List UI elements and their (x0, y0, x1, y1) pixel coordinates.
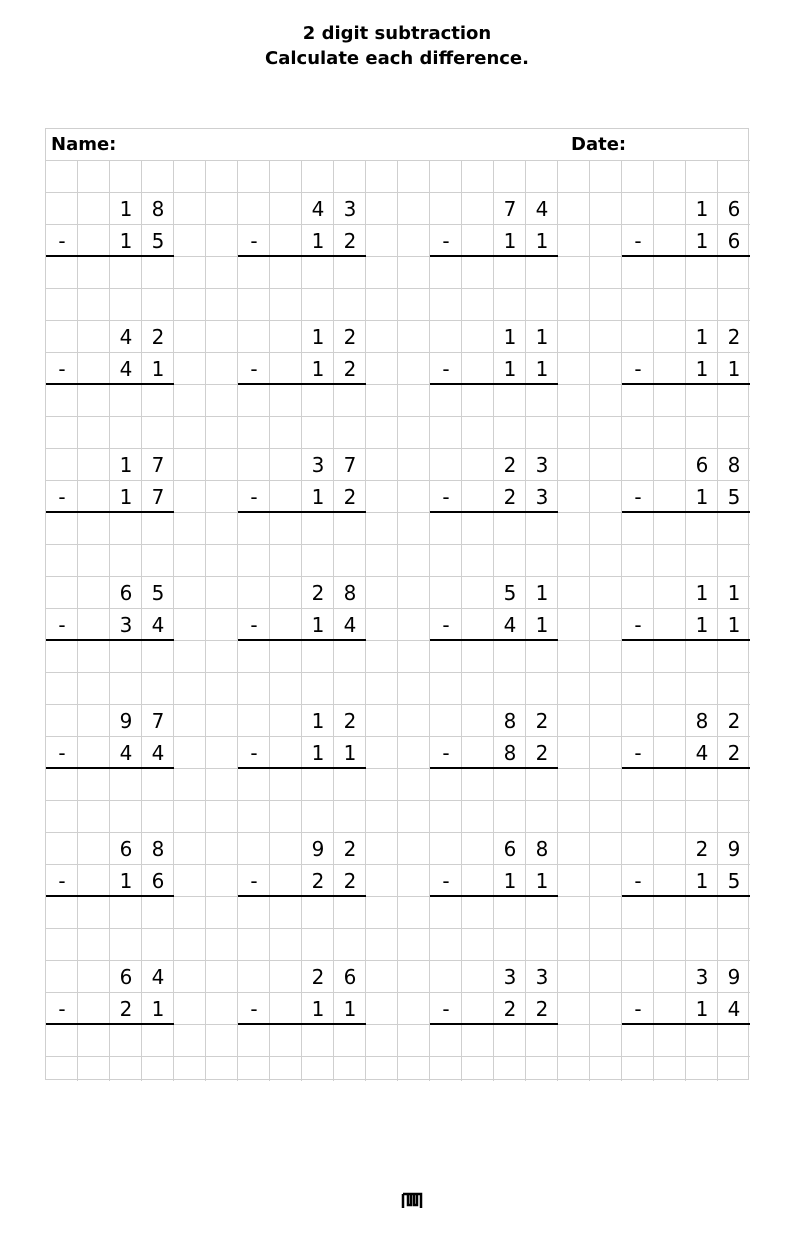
subtrahend-ones-digit: 1 (535, 613, 549, 637)
grid-row-line (46, 544, 750, 545)
answer-line (430, 895, 558, 897)
minuend-ones-digit: 4 (535, 197, 549, 221)
subtrahend-tens-digit: 1 (695, 869, 709, 893)
minuend-tens-digit: 3 (503, 965, 517, 989)
minus-sign: - (58, 485, 66, 509)
answer-line (46, 895, 174, 897)
subtrahend-ones-digit: 1 (151, 997, 165, 1021)
subtrahend-ones-digit: 1 (535, 869, 549, 893)
subtrahend-ones-digit: 2 (727, 741, 741, 765)
answer-line (430, 1023, 558, 1025)
minuend-ones-digit: 1 (535, 325, 549, 349)
minuend-ones-digit: 7 (343, 453, 357, 477)
minuend-tens-digit: 1 (503, 325, 517, 349)
subtrahend-tens-digit: 1 (311, 229, 325, 253)
minuend-ones-digit: 9 (727, 965, 741, 989)
answer-line (238, 895, 366, 897)
answer-line (46, 767, 174, 769)
minuend-tens-digit: 3 (311, 453, 325, 477)
minus-sign: - (250, 869, 258, 893)
grid-column-line (397, 161, 398, 1081)
answer-line (238, 639, 366, 641)
answer-line (430, 511, 558, 513)
subtrahend-tens-digit: 1 (119, 869, 133, 893)
subtrahend-ones-digit: 6 (151, 869, 165, 893)
minus-sign: - (58, 869, 66, 893)
subtrahend-ones-digit: 5 (727, 485, 741, 509)
answer-line (430, 639, 558, 641)
minuend-tens-digit: 8 (695, 709, 709, 733)
minuend-ones-digit: 7 (151, 709, 165, 733)
minuend-ones-digit: 3 (535, 965, 549, 989)
subtrahend-tens-digit: 1 (311, 741, 325, 765)
minuend-tens-digit: 4 (311, 197, 325, 221)
minuend-tens-digit: 1 (695, 197, 709, 221)
answer-line (622, 511, 750, 513)
subtrahend-ones-digit: 2 (343, 229, 357, 253)
minuend-tens-digit: 6 (503, 837, 517, 861)
minuend-ones-digit: 4 (151, 965, 165, 989)
subtrahend-ones-digit: 2 (535, 997, 549, 1021)
minus-sign: - (58, 357, 66, 381)
minuend-tens-digit: 5 (503, 581, 517, 605)
subtrahend-tens-digit: 1 (311, 997, 325, 1021)
subtrahend-ones-digit: 4 (727, 997, 741, 1021)
minus-sign: - (634, 613, 642, 637)
subtrahend-tens-digit: 1 (311, 485, 325, 509)
minuend-tens-digit: 8 (503, 709, 517, 733)
subtrahend-tens-digit: 1 (503, 357, 517, 381)
minuend-ones-digit: 3 (535, 453, 549, 477)
answer-line (46, 383, 174, 385)
minuend-ones-digit: 1 (727, 581, 741, 605)
date-label: Date: (571, 134, 627, 155)
minuend-tens-digit: 2 (503, 453, 517, 477)
minuend-tens-digit: 7 (503, 197, 517, 221)
minuend-ones-digit: 9 (727, 837, 741, 861)
subtrahend-tens-digit: 1 (695, 229, 709, 253)
minuend-tens-digit: 2 (695, 837, 709, 861)
minus-sign: - (442, 357, 450, 381)
answer-line (46, 511, 174, 513)
subtrahend-tens-digit: 1 (695, 485, 709, 509)
grid-column-line (205, 161, 206, 1081)
minuend-ones-digit: 8 (151, 837, 165, 861)
minus-sign: - (634, 229, 642, 253)
minus-sign: - (58, 229, 66, 253)
subtrahend-ones-digit: 2 (343, 357, 357, 381)
subtrahend-tens-digit: 4 (119, 741, 133, 765)
minuend-ones-digit: 2 (343, 837, 357, 861)
answer-line (622, 767, 750, 769)
minuend-tens-digit: 1 (695, 581, 709, 605)
minuend-ones-digit: 6 (727, 197, 741, 221)
minus-sign: - (634, 997, 642, 1021)
subtrahend-ones-digit: 5 (727, 869, 741, 893)
answer-line (622, 383, 750, 385)
minuend-ones-digit: 5 (151, 581, 165, 605)
grid-row-line (46, 160, 750, 161)
answer-line (238, 255, 366, 257)
subtrahend-tens-digit: 2 (503, 485, 517, 509)
answer-line (430, 767, 558, 769)
minuend-tens-digit: 6 (119, 837, 133, 861)
grid-row-line (46, 1056, 750, 1057)
subtrahend-ones-digit: 1 (727, 357, 741, 381)
grid-row-line (46, 416, 750, 417)
subtrahend-tens-digit: 1 (695, 613, 709, 637)
minuend-ones-digit: 6 (343, 965, 357, 989)
minuend-ones-digit: 8 (343, 581, 357, 605)
subtrahend-ones-digit: 2 (343, 485, 357, 509)
subtrahend-ones-digit: 1 (535, 229, 549, 253)
subtrahend-tens-digit: 1 (695, 997, 709, 1021)
minus-sign: - (442, 869, 450, 893)
worksheet-instructions: Calculate each difference. (265, 48, 529, 69)
answer-line (46, 255, 174, 257)
minus-sign: - (250, 485, 258, 509)
minus-sign: - (442, 229, 450, 253)
minuend-tens-digit: 1 (311, 325, 325, 349)
answer-line (238, 511, 366, 513)
grid-column-line (589, 161, 590, 1081)
minus-sign: - (634, 869, 642, 893)
minuend-tens-digit: 6 (119, 965, 133, 989)
answer-line (622, 255, 750, 257)
subtrahend-ones-digit: 2 (343, 869, 357, 893)
answer-line (46, 639, 174, 641)
minuend-tens-digit: 1 (119, 197, 133, 221)
subtrahend-ones-digit: 1 (727, 613, 741, 637)
minuend-tens-digit: 4 (119, 325, 133, 349)
answer-line (622, 639, 750, 641)
minus-sign: - (58, 997, 66, 1021)
subtrahend-ones-digit: 4 (151, 613, 165, 637)
minuend-ones-digit: 2 (151, 325, 165, 349)
subtrahend-ones-digit: 1 (343, 741, 357, 765)
minuend-tens-digit: 2 (311, 965, 325, 989)
answer-line (430, 255, 558, 257)
subtrahend-ones-digit: 4 (343, 613, 357, 637)
grid-row-line (46, 672, 750, 673)
subtrahend-tens-digit: 1 (119, 485, 133, 509)
subtrahend-ones-digit: 4 (151, 741, 165, 765)
subtrahend-tens-digit: 4 (503, 613, 517, 637)
subtrahend-ones-digit: 1 (535, 357, 549, 381)
subtrahend-tens-digit: 4 (695, 741, 709, 765)
subtrahend-ones-digit: 5 (151, 229, 165, 253)
subtrahend-ones-digit: 2 (535, 741, 549, 765)
minus-sign: - (250, 613, 258, 637)
minuend-tens-digit: 1 (119, 453, 133, 477)
minus-sign: - (58, 613, 66, 637)
subtrahend-ones-digit: 1 (343, 997, 357, 1021)
minuend-ones-digit: 7 (151, 453, 165, 477)
answer-line (238, 1023, 366, 1025)
subtrahend-tens-digit: 2 (119, 997, 133, 1021)
minus-sign: - (634, 485, 642, 509)
subtrahend-tens-digit: 4 (119, 357, 133, 381)
minus-sign: - (250, 229, 258, 253)
minuend-ones-digit: 2 (535, 709, 549, 733)
minus-sign: - (58, 741, 66, 765)
minuend-tens-digit: 6 (695, 453, 709, 477)
subtrahend-ones-digit: 1 (151, 357, 165, 381)
minuend-ones-digit: 8 (535, 837, 549, 861)
minus-sign: - (442, 613, 450, 637)
minuend-ones-digit: 2 (727, 325, 741, 349)
subtrahend-tens-digit: 1 (119, 229, 133, 253)
minus-sign: - (442, 741, 450, 765)
subtrahend-tens-digit: 1 (311, 357, 325, 381)
subtrahend-tens-digit: 2 (311, 869, 325, 893)
minuend-tens-digit: 9 (119, 709, 133, 733)
minuend-ones-digit: 1 (535, 581, 549, 605)
minuend-ones-digit: 8 (151, 197, 165, 221)
grid-row-line (46, 800, 750, 801)
subtrahend-tens-digit: 3 (119, 613, 133, 637)
subtrahend-ones-digit: 7 (151, 485, 165, 509)
minus-sign: - (634, 741, 642, 765)
subtrahend-tens-digit: 1 (695, 357, 709, 381)
answer-line (430, 383, 558, 385)
grid-row-line (46, 928, 750, 929)
subtrahend-tens-digit: 1 (503, 869, 517, 893)
minuend-tens-digit: 2 (311, 581, 325, 605)
subtrahend-tens-digit: 1 (311, 613, 325, 637)
subtrahend-tens-digit: 8 (503, 741, 517, 765)
answer-line (622, 1023, 750, 1025)
minuend-tens-digit: 9 (311, 837, 325, 861)
minuend-tens-digit: 3 (695, 965, 709, 989)
minuend-tens-digit: 6 (119, 581, 133, 605)
minuend-ones-digit: 2 (343, 709, 357, 733)
subtrahend-ones-digit: 6 (727, 229, 741, 253)
minus-sign: - (250, 997, 258, 1021)
subtrahend-tens-digit: 2 (503, 997, 517, 1021)
minuend-tens-digit: 1 (695, 325, 709, 349)
minus-sign: - (442, 485, 450, 509)
minuend-ones-digit: 3 (343, 197, 357, 221)
answer-line (46, 1023, 174, 1025)
minus-sign: - (634, 357, 642, 381)
worksheet-title: 2 digit subtraction (302, 23, 492, 44)
answer-line (622, 895, 750, 897)
minus-sign: - (250, 357, 258, 381)
minuend-ones-digit: 2 (727, 709, 741, 733)
minus-sign: - (250, 741, 258, 765)
minuend-ones-digit: 8 (727, 453, 741, 477)
grid-row-line (46, 288, 750, 289)
answer-line (238, 767, 366, 769)
worksheet-grid (45, 128, 749, 1080)
brand-logo-icon (401, 1192, 423, 1210)
name-label: Name: (51, 134, 117, 155)
subtrahend-ones-digit: 3 (535, 485, 549, 509)
minuend-ones-digit: 2 (343, 325, 357, 349)
minuend-tens-digit: 1 (311, 709, 325, 733)
minus-sign: - (442, 997, 450, 1021)
subtrahend-tens-digit: 1 (503, 229, 517, 253)
answer-line (238, 383, 366, 385)
